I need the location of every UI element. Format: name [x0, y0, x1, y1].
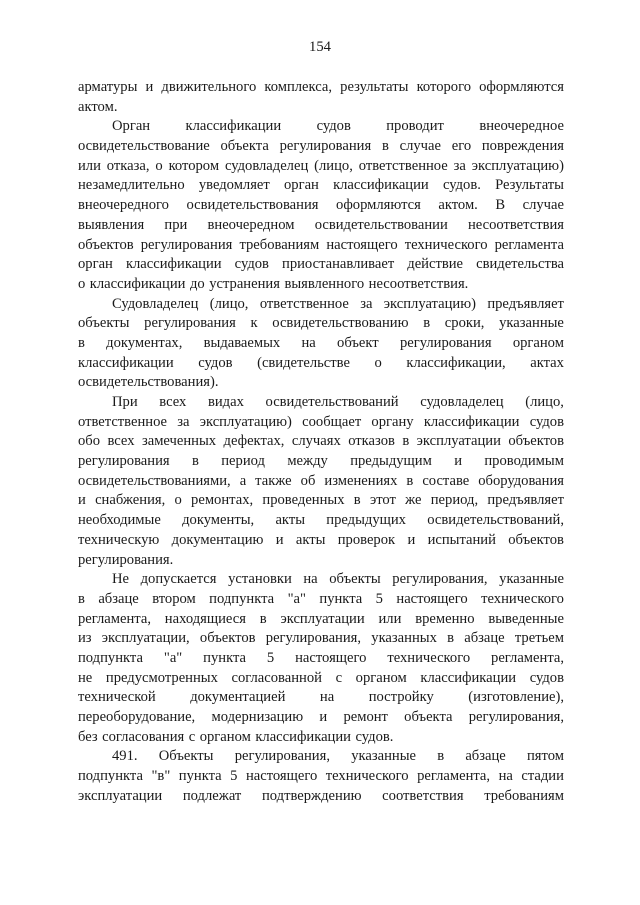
text-line: техническую документацию и акты проверок и испытаний объектов	[78, 531, 564, 548]
text-line: технической документацией на постройку (изготовление),	[78, 689, 564, 706]
text-line: обо всех замеченных дефектах, случаях отказов в эксплуатации объектов	[78, 433, 564, 450]
text-line: в документах, выдаваемых на объект регулирования органом	[78, 334, 564, 351]
text-line: подпункта "в" пункта 5 настоящего технического регламента, на стадии	[78, 768, 564, 785]
paragraph	[78, 393, 564, 570]
text-line: освидетельствование объекта регулирования в случае его повреждения	[78, 138, 564, 155]
text-line: освидетельствованиями, а также об изменениях в составе оборудования	[78, 472, 564, 489]
text-line: или отказа, о котором судовладелец (лицо, ответственное за эксплуатацию)	[78, 157, 564, 174]
paragraph	[78, 117, 564, 294]
text-line: Судовладелец (лицо, ответственное за эксплуатацию) предъявляет	[112, 295, 564, 312]
paragraph	[78, 747, 564, 806]
text-line: объекты регулирования к освидетельствованию в сроки, указанные	[78, 315, 564, 332]
text-line: классификации судов (свидетельстве о классификации, актах	[78, 354, 564, 371]
text-line: эксплуатации подлежат подтверждению соответствия требованиям	[78, 787, 564, 804]
text-line: незамедлительно уведомляет орган классификации судов. Результаты	[78, 177, 564, 194]
text-line: освидетельствования).	[78, 374, 219, 391]
text-line: объектов регулирования требованиям настоящего технического регламента	[78, 236, 564, 253]
text-line: в абзаце втором подпункта "а" пункта 5 настоящего технического	[78, 590, 564, 607]
text-line: регулирования в период между предыдущим и проводимым	[78, 453, 564, 470]
text-line: подпункта "а" пункта 5 настоящего технического регламента,	[78, 649, 564, 666]
text-line: орган классификации судов приостанавливает действие свидетельства	[78, 256, 564, 273]
text-line: ответственное за эксплуатацию) сообщает органу классификации судов	[78, 413, 564, 430]
text-line: внеочередного освидетельствования оформляются актом. В случае	[78, 197, 564, 214]
text-line: без согласования с органом классификации судов.	[78, 728, 394, 745]
text-line: актом.	[78, 98, 118, 115]
text-line: и снабжения, о ремонтах, проведенных в этот же период, предъявляет	[78, 492, 564, 509]
text-line: не предусмотренных согласованной с органом классификации судов	[78, 669, 564, 686]
text-line: выявления при внеочередном освидетельствовании несоответствия	[78, 216, 564, 233]
text-line: регулирования.	[78, 551, 174, 568]
paragraph	[78, 295, 564, 393]
text-line: Не допускается установки на объекты регулирования, указанные	[112, 571, 564, 588]
text-line: арматуры и движительного комплекса, результаты которого оформляются	[78, 79, 564, 95]
paragraph	[78, 570, 564, 747]
text-line: 491. Объекты регулирования, указанные в абзаце пятом	[112, 748, 564, 765]
text-line: о классификации до устранения выявленного несоответствия.	[78, 275, 469, 292]
text-line: переоборудование, модернизацию и ремонт объекта регулирования,	[78, 709, 564, 725]
text-line: необходимые документы, акты предыдущих освидетельствований,	[78, 512, 564, 529]
document-body	[78, 78, 564, 806]
page-number: 154	[309, 39, 331, 55]
paragraph	[78, 78, 564, 117]
text-line: регламента, находящиеся в эксплуатации или временно выведенные	[78, 610, 564, 627]
text-line: При всех видах освидетельствований судовладелец (лицо,	[112, 394, 564, 410]
text-line: Орган классификации судов проводит внеочередное	[112, 118, 564, 135]
text-line: из эксплуатации, объектов регулирования, указанных в абзаце третьем	[78, 630, 564, 647]
